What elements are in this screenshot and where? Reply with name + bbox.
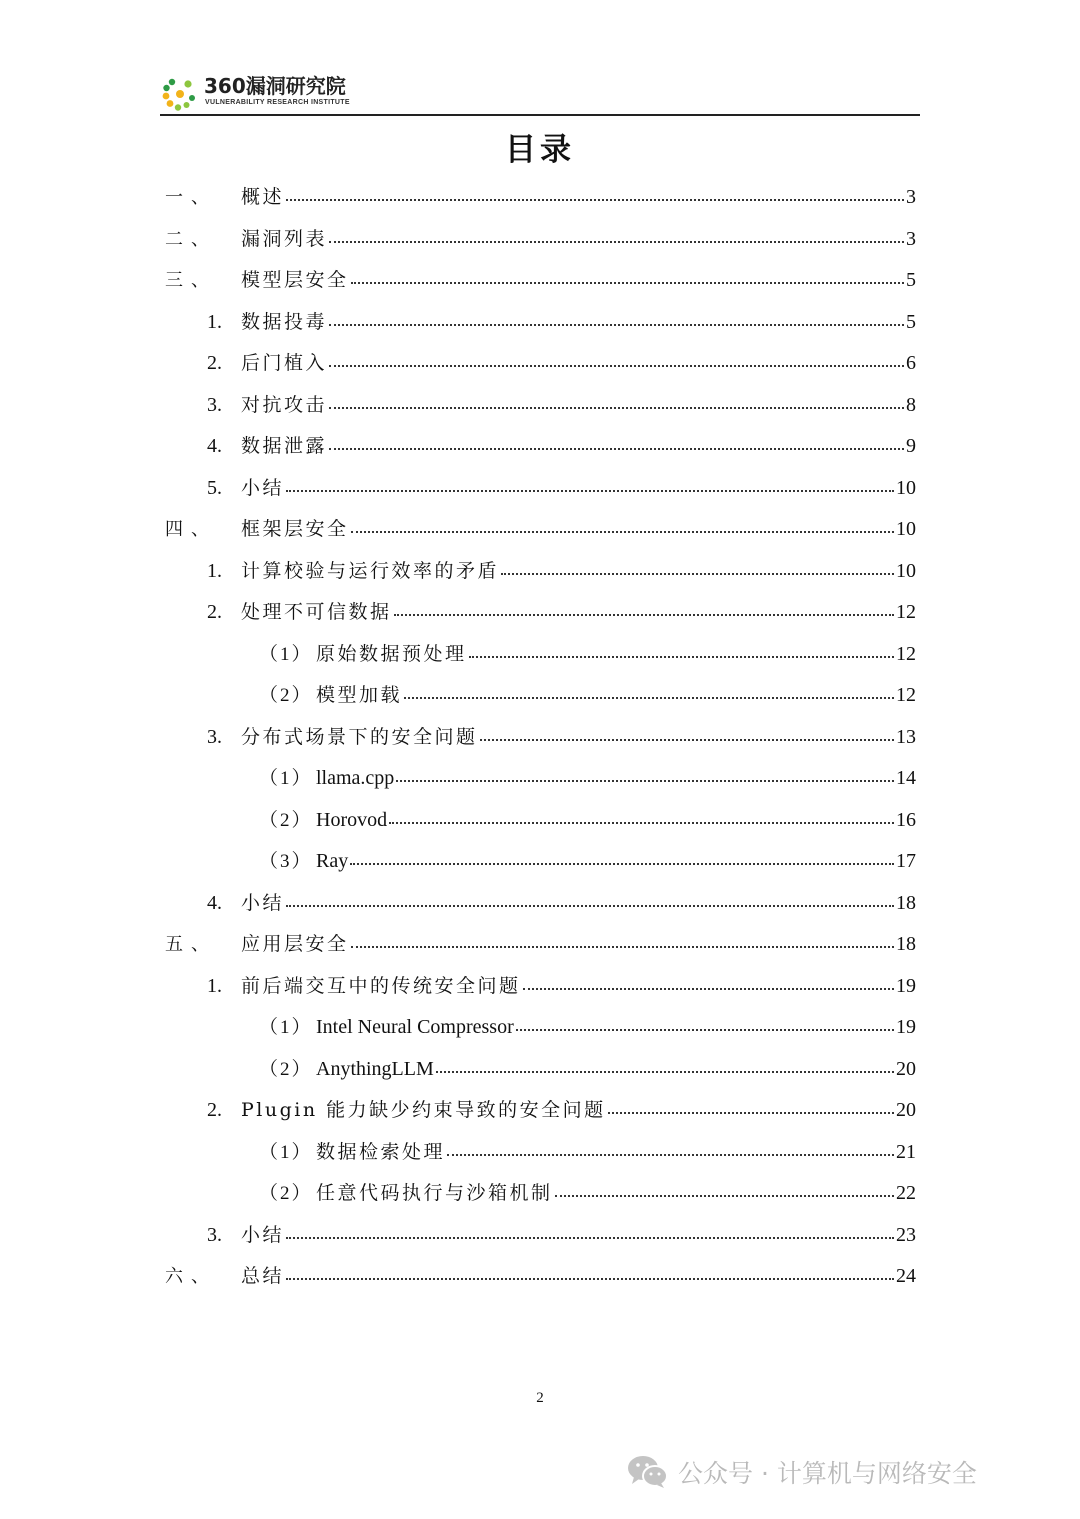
dot-leader — [396, 766, 894, 782]
toc-entry[interactable] — [165, 513, 916, 545]
dot-leader — [389, 808, 894, 824]
toc-entry-number: 一、 — [165, 187, 217, 208]
toc-entry[interactable] — [207, 970, 916, 1002]
toc-entry-number: 三、 — [165, 270, 217, 291]
toc-entry-label: 计算校验与运行效率的矛盾 — [241, 560, 500, 582]
wechat-icon — [626, 1454, 670, 1490]
toc-entry-number: 3. — [207, 1224, 222, 1246]
toc-entry-page: 5 — [906, 269, 916, 291]
dot-leader — [329, 310, 904, 326]
toc-entry-label: 应用层安全 — [241, 933, 349, 955]
page-number: 2 — [536, 1390, 544, 1406]
toc-entry-number: （2） — [259, 810, 313, 831]
toc-entry[interactable] — [207, 1094, 916, 1126]
dot-leader — [350, 849, 894, 865]
toc-entry-number: （1） — [259, 1142, 313, 1163]
toc-entry-page: 21 — [896, 1141, 916, 1163]
toc-entry-label: 小结 — [241, 1224, 285, 1246]
toc-entry[interactable] — [259, 1136, 916, 1168]
toc-entry[interactable] — [259, 1177, 916, 1209]
toc-entry-page: 16 — [896, 809, 916, 831]
toc-entry-page: 12 — [896, 643, 916, 665]
toc-entry-page: 18 — [896, 892, 916, 914]
toc-entry[interactable] — [207, 1219, 916, 1251]
toc-entry[interactable] — [165, 1260, 916, 1292]
dots-ring-logo-icon — [162, 76, 198, 112]
toc-entry-page: 8 — [906, 394, 916, 416]
dot-leader — [447, 1140, 894, 1156]
dot-leader — [351, 268, 904, 284]
dot-leader — [329, 227, 904, 243]
dot-leader — [523, 974, 894, 990]
toc-entry-label: 数据投毒 — [241, 311, 328, 333]
toc-entry-number: （3） — [259, 851, 313, 872]
dot-leader — [394, 600, 894, 616]
toc-entry[interactable] — [165, 223, 916, 255]
toc-entry-number: （2） — [259, 1183, 313, 1204]
toc-entry[interactable] — [259, 762, 916, 794]
dot-leader — [404, 683, 894, 699]
toc-entry-page: 9 — [906, 435, 916, 457]
toc-entry-page: 24 — [896, 1265, 916, 1287]
dot-leader — [608, 1098, 894, 1114]
dot-leader — [286, 185, 904, 201]
toc-entry-number: 4. — [207, 435, 222, 457]
toc-entry-page: 23 — [896, 1224, 916, 1246]
toc-entry-label: 总结 — [241, 1265, 285, 1287]
toc-entry-number: 1. — [207, 975, 222, 997]
toc-entry[interactable] — [259, 804, 916, 836]
toc-entry-page: 17 — [896, 850, 916, 872]
toc-entry-label: 数据检索处理 — [316, 1141, 446, 1163]
toc-entry-page: 3 — [906, 228, 916, 250]
toc-entry[interactable] — [165, 928, 916, 960]
toc-entry-page: 12 — [896, 601, 916, 623]
toc-entry-number: 五、 — [165, 934, 217, 955]
toc-entry-number: （1） — [259, 644, 313, 665]
dot-leader — [329, 351, 904, 367]
toc-entry-label: 模型加载 — [316, 684, 403, 706]
toc-entry-number: 1. — [207, 311, 222, 333]
toc-entry-label: 任意代码执行与沙箱机制 — [316, 1182, 553, 1204]
toc-entry-number: （1） — [259, 1017, 313, 1038]
toc-entry[interactable] — [207, 306, 916, 338]
toc-entry-label: 前后端交互中的传统安全问题 — [241, 975, 521, 997]
toc-title: 目录 — [505, 132, 575, 168]
dot-leader — [469, 642, 894, 658]
toc-entry-number: 4. — [207, 892, 222, 914]
toc-entry-number: 二、 — [165, 229, 217, 250]
toc-entry-page: 20 — [896, 1058, 916, 1080]
dot-leader — [286, 1264, 894, 1280]
logo-title: 360漏洞研究院 — [204, 74, 346, 98]
toc-entry-label: 漏洞列表 — [241, 228, 328, 250]
toc-entry-page: 20 — [896, 1099, 916, 1121]
toc-entry-page: 22 — [896, 1182, 916, 1204]
toc-entry[interactable] — [207, 472, 916, 504]
toc-entry-label: 小结 — [241, 477, 285, 499]
dot-leader — [286, 891, 894, 907]
toc-entry-label: 后门植入 — [241, 352, 328, 374]
toc-entry[interactable] — [207, 887, 916, 919]
header-divider — [160, 114, 920, 116]
toc-entry[interactable] — [259, 1053, 916, 1085]
toc-entry-number: （2） — [259, 685, 313, 706]
toc-entry-label: AnythingLLM — [316, 1058, 434, 1080]
logo-subtitle: VULNERABILITY RESEARCH INSTITUTE — [205, 99, 350, 106]
dot-leader — [436, 1057, 894, 1073]
toc-entry-page: 10 — [896, 477, 916, 499]
dot-leader — [286, 1223, 894, 1239]
toc-entry-label: 概述 — [241, 186, 285, 208]
dot-leader — [555, 1181, 894, 1197]
dot-leader — [329, 393, 904, 409]
toc-entry-page: 10 — [896, 518, 916, 540]
toc-entry-label: Plugin 能力缺少约束导致的安全问题 — [241, 1099, 606, 1121]
dot-leader — [516, 1015, 894, 1031]
toc-entry[interactable] — [259, 679, 916, 711]
toc-entry[interactable] — [259, 638, 916, 670]
dot-leader — [351, 517, 894, 533]
dot-leader — [480, 725, 894, 741]
document-header — [162, 72, 920, 114]
toc-entry[interactable] — [207, 555, 916, 587]
toc-entry[interactable] — [165, 181, 916, 213]
toc-entry-label: llama.cpp — [316, 767, 395, 789]
toc-entry-page: 10 — [896, 560, 916, 582]
toc-entry-label: 处理不可信数据 — [241, 601, 392, 623]
toc-entry-page: 19 — [896, 1016, 916, 1038]
dot-leader — [351, 932, 894, 948]
toc-entry-label: Horovod — [316, 809, 388, 831]
toc-entry-label: 原始数据预处理 — [316, 643, 467, 665]
toc-entry-number: 2. — [207, 601, 222, 623]
toc-entry-label: Ray — [316, 850, 349, 872]
toc-entry[interactable] — [207, 721, 916, 753]
toc-entry-page: 6 — [906, 352, 916, 374]
dot-leader — [329, 434, 904, 450]
toc-entry-number: （2） — [259, 1059, 313, 1080]
toc-entry-number: 六、 — [165, 1266, 217, 1287]
watermark — [626, 1452, 977, 1492]
dot-leader — [286, 476, 894, 492]
toc-entry-number: （1） — [259, 768, 313, 789]
dot-leader — [501, 559, 894, 575]
toc-entry[interactable] — [207, 347, 916, 379]
toc-entry-page: 3 — [906, 186, 916, 208]
toc-entry[interactable] — [259, 845, 916, 877]
toc-entry-page: 18 — [896, 933, 916, 955]
toc-entry-label: 数据泄露 — [241, 435, 328, 457]
toc-entry-page: 19 — [896, 975, 916, 997]
toc-entry-number: 2. — [207, 1099, 222, 1121]
toc-entry-page: 12 — [896, 684, 916, 706]
toc-entry-number: 2. — [207, 352, 222, 374]
toc-entry[interactable] — [165, 264, 916, 296]
toc-entry-page: 14 — [896, 767, 916, 789]
toc-entry-number: 1. — [207, 560, 222, 582]
toc-entry-label: 对抗攻击 — [241, 394, 328, 416]
toc-entry-label: Intel Neural Compressor — [316, 1016, 514, 1038]
toc-entry[interactable] — [207, 596, 916, 628]
toc-entry-label: 分布式场景下的安全问题 — [241, 726, 478, 748]
toc-entry-number: 5. — [207, 477, 222, 499]
toc-entry[interactable] — [259, 1011, 916, 1043]
watermark-text: 公众号 · 计算机与网络安全 — [678, 1459, 977, 1488]
toc-entry[interactable] — [207, 389, 916, 421]
toc-entry[interactable] — [207, 430, 916, 462]
toc-entry-page: 13 — [896, 726, 916, 748]
toc-entry-label: 框架层安全 — [241, 518, 349, 540]
toc-entry-number: 四、 — [165, 519, 217, 540]
toc-entry-number: 3. — [207, 726, 222, 748]
toc-entry-page: 5 — [906, 311, 916, 333]
toc-entry-label: 小结 — [241, 892, 285, 914]
toc-entry-label: 模型层安全 — [241, 269, 349, 291]
toc-entry-number: 3. — [207, 394, 222, 416]
